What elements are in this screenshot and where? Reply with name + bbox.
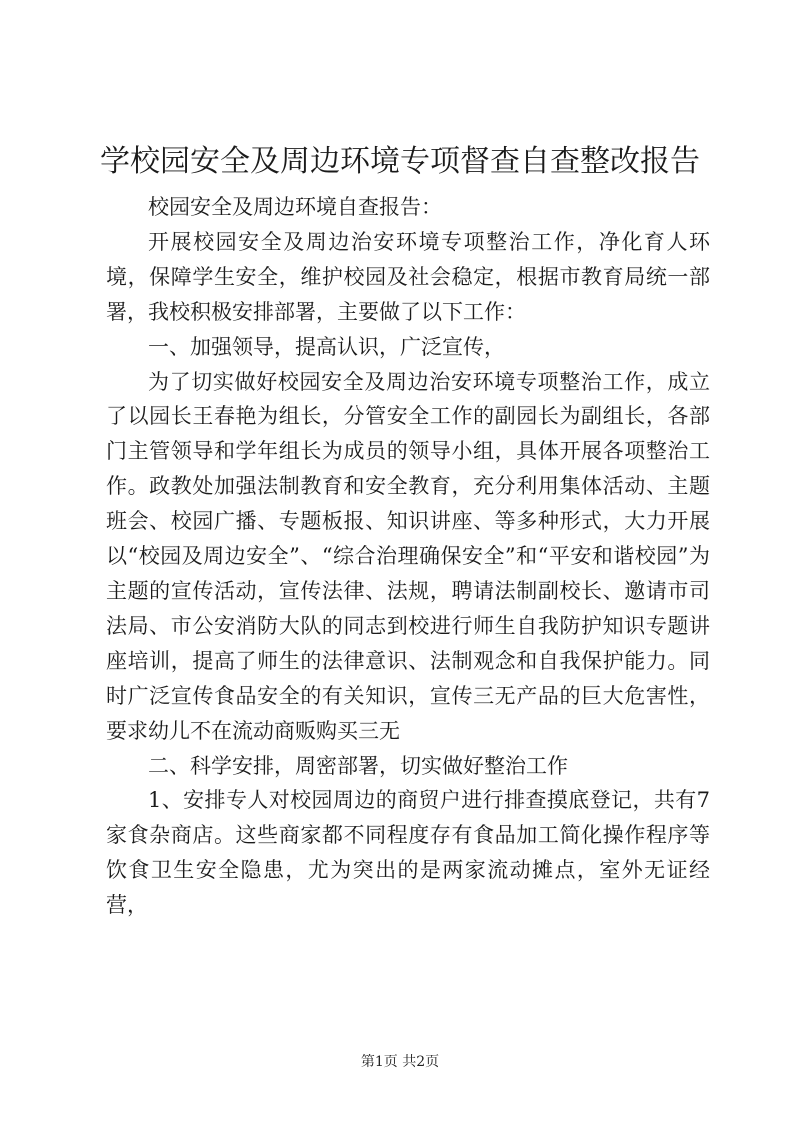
document-body bbox=[106, 190, 710, 923]
section-heading-1: 一、加强领导，提高认识，广泛宣传， bbox=[148, 334, 505, 359]
paragraph-section-2-item-1: 1、安排专人对校园周边的商贸户进行排查摸底登记，共有7家食杂商店。这些商家都不同程度存有食品加工简化操作程序等饮食卫生安全隐患，尤为突出的是两家流动摊点，室外无证经营， bbox=[106, 788, 710, 918]
paragraph-intro: 校园安全及周边环境自查报告： bbox=[148, 195, 442, 219]
paragraph-overview: 开展校园安全及周边治安环境专项整治工作，净化育人环境，保障学生安全，维护校园及社会稳定，根据市教育局统一部署，我校积极安排部署，主要做了以下工作： bbox=[106, 229, 710, 324]
paragraph-section-1: 为了切实做好校园安全及周边治安环境专项整治工作，成立了以园长王春艳为组长，分管安全工作的副园长为副组长，各部门主管领导和学年组长为成员的领导小组，具体开展各项整治工作。政教处加强法制教育和安全教育，充分利用集体活动、主题班会、校园广播、专题板报、知识讲座、等多种形式，大力开展以“校园及周边安全”、“综合治理确保安全”和“平安和谐校园”为主题的宣传活动，宣传法律、法规，聘请法制副校长、邀请市司法局、市公安消防大队的同志到校进行师生自我防护知识专题讲座培训，提高了师生的法律意识、法制观念和自我保护能力。同时广泛宣传食品安全的有关知识，宣传三无产品的巨大危害性，要求幼儿不在流动商贩购买三无 bbox=[106, 369, 710, 743]
section-heading-2: 二、科学安排，周密部署，切实做好整治工作 bbox=[148, 753, 568, 778]
page-footer: 第1页 共2页 bbox=[360, 1054, 440, 1070]
document-title: 学校园安全及周边环境专项督查自查整改报告 bbox=[100, 144, 700, 179]
